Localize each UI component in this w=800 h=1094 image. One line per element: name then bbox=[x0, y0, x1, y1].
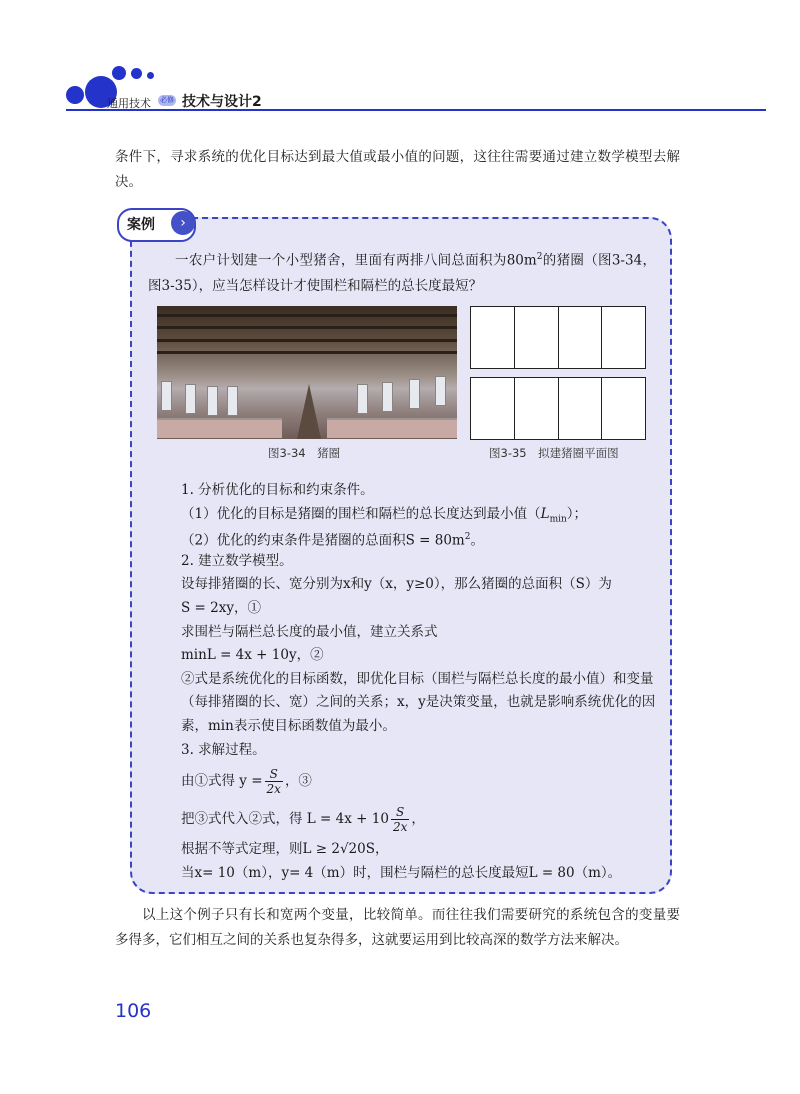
step3-a-prefix: 由①式得 y = bbox=[181, 773, 263, 790]
fraction-denominator: 2x bbox=[392, 820, 408, 835]
case-label: 案例 bbox=[127, 217, 155, 233]
figure-caption-2: 图3-35 拟建猪圈平面图 bbox=[489, 446, 619, 460]
step1-line-b bbox=[181, 526, 661, 550]
step1-line-a bbox=[181, 503, 661, 527]
step2-line-b: 求围栏与隔栏总长度的最小值，建立关系式 bbox=[181, 623, 438, 640]
header-dot-top-3 bbox=[147, 72, 154, 79]
step3-line-a bbox=[181, 762, 661, 800]
page-number: 106 bbox=[115, 1000, 152, 1022]
outro-paragraph: 以上这个例子只有长和宽两个变量，比较简单。而往往我们需要研究的系统包含的变量要多得多，它们相互之间的关系也复杂得多，这就要运用到比较高深的数学方法来解决。 bbox=[115, 907, 680, 948]
step3-b-prefix: 把③式代入②式，得 L = 4x + 10 bbox=[181, 811, 389, 828]
squared-exponent: 2 bbox=[536, 252, 543, 262]
step1-a-end: ）； bbox=[566, 505, 588, 522]
step2-title: 2. 建立数学模型。 bbox=[181, 552, 293, 569]
squared-exponent: 2 bbox=[464, 532, 471, 543]
fraction-numerator: S bbox=[265, 767, 283, 782]
step3-line-b bbox=[181, 800, 661, 838]
case-steps bbox=[181, 479, 661, 885]
step1-a-text: （1）优化的目标是猪圈的围栏和隔栏的总长度达到最小值（ bbox=[181, 505, 541, 522]
step1-a-sub: min bbox=[549, 514, 567, 525]
header-badge: 必修 bbox=[160, 96, 174, 104]
pigsty-photo bbox=[157, 306, 457, 439]
step1-b-formula: S = 80m bbox=[405, 532, 465, 549]
fraction bbox=[391, 805, 409, 834]
fraction bbox=[265, 767, 283, 796]
header-dot-small bbox=[66, 86, 84, 104]
figure-caption-1: 图3-34 猪圈 bbox=[268, 446, 341, 460]
fraction-denominator: 2x bbox=[266, 782, 281, 797]
step2-line-a: 设每排猪圈的长、宽分别为x和y（x，y≥0），那么猪圈的总面积（S）为 bbox=[181, 576, 612, 593]
intro-paragraph: 条件下，寻求系统的优化目标达到最大值或最小值的问题，这往往需要通过建立数学模型去解决。 bbox=[115, 149, 680, 190]
step3-line-c: 根据不等式定理，则L ≥ 2√20S， bbox=[181, 841, 389, 858]
case-problem bbox=[148, 245, 656, 299]
fraction-numerator: S bbox=[391, 805, 409, 820]
header-dot-top-2 bbox=[131, 68, 142, 79]
step2-eq1: S = 2xy，① bbox=[181, 599, 261, 616]
header-subject: 通用技术 bbox=[107, 97, 151, 110]
floor-plan-row-top bbox=[470, 306, 646, 369]
header-book-title: 技术与设计2 bbox=[182, 94, 262, 110]
header-rule bbox=[66, 109, 766, 111]
step1-b-end: 。 bbox=[470, 532, 484, 549]
step3-title: 3. 求解过程。 bbox=[181, 741, 266, 758]
step3-a-suffix: ，③ bbox=[284, 773, 312, 790]
floor-plan-row-bottom bbox=[470, 377, 646, 440]
chevron-right-icon: › bbox=[171, 211, 195, 235]
step1-b-text: （2）优化的约束条件是猪圈的总面积 bbox=[181, 532, 406, 549]
step3-b-suffix: ， bbox=[411, 811, 425, 828]
step1-title: 1. 分析优化的目标和约束条件。 bbox=[181, 482, 374, 498]
step2-explanation: ②式是系统优化的目标函数，即优化目标（围栏与隔栏总长度的最小值）和变量（每排猪圈的长、宽）之间的关系；x，y是决策变量，也就是影响系统优化的因素，min表示使目标函数值为最小。 bbox=[181, 670, 656, 734]
header-dot-top-1 bbox=[112, 66, 126, 80]
step1-a-var: L bbox=[540, 505, 550, 522]
case-problem-text-a: 一农户计划建一个小型猪舍，里面有两排八间总面积为80m bbox=[175, 252, 537, 269]
case-problem-text-b: 的猪圈（图3-34，图3-35），应当怎样设计才使围栏和隔栏的总长度最短？ bbox=[148, 252, 656, 294]
step2-eq2: minL = 4x + 10y，② bbox=[181, 647, 324, 664]
step3-line-d: 当x= 10（m），y= 4（m）时，围栏与隔栏的总长度最短L = 80（m）。 bbox=[181, 864, 622, 881]
